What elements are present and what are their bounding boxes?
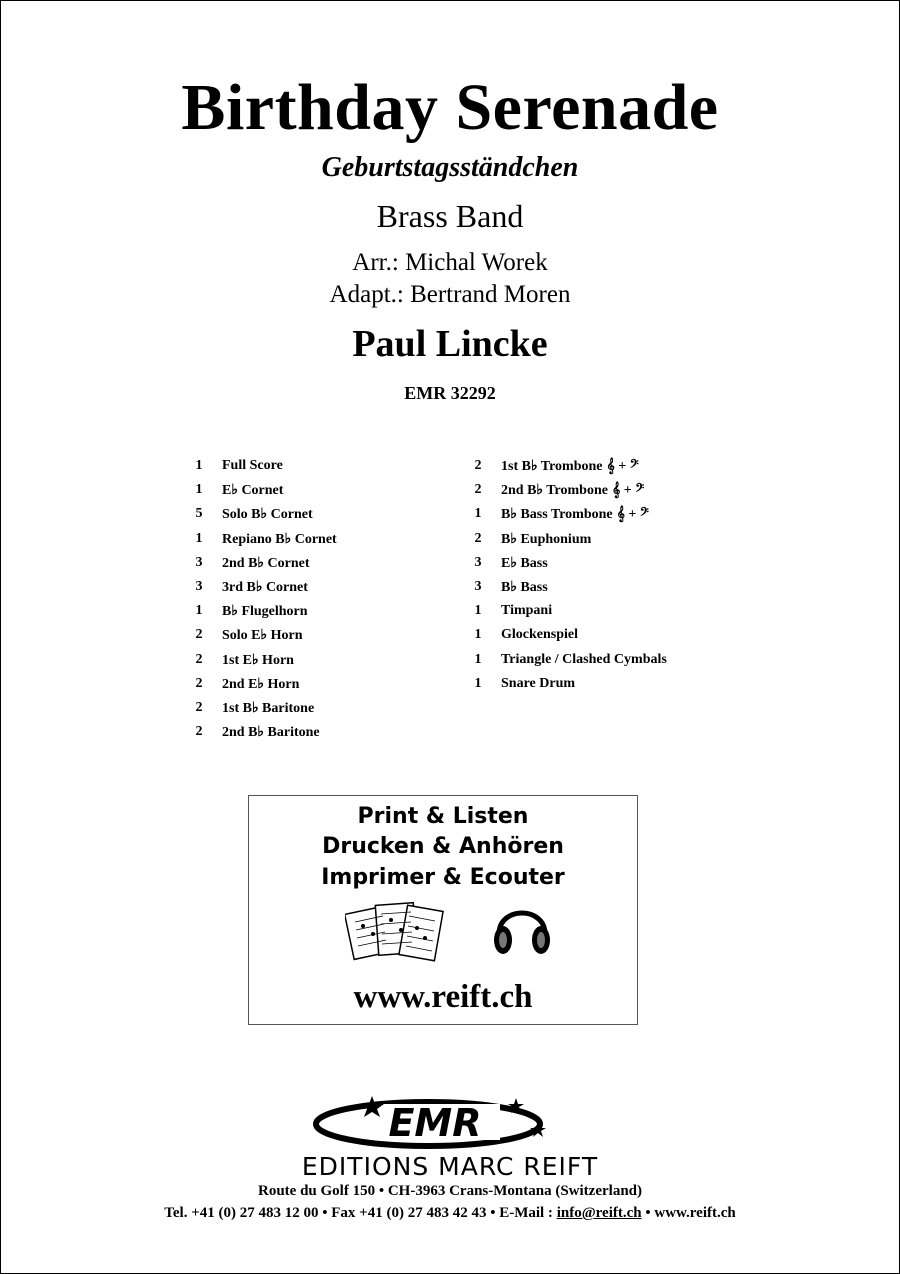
contact-website: • www.reift.ch [641,1205,736,1221]
part-quantity: 2 [195,627,203,643]
part-quantity: 2 [474,482,482,498]
part-name [501,506,649,523]
part-name-text: 3rd B♭ Cornet [222,580,308,595]
part-name-text: 2nd E♭ Horn [222,676,300,692]
part-name-text: 1st B♭ Trombone [501,459,603,474]
promo-line-german: Drucken & Anhören [322,834,564,859]
part-name-text: 2nd B♭ Cornet [222,555,310,571]
part-name-text: B♭ Euphonium [501,531,592,547]
adapter-credit: Adapt.: Bertrand Moren [329,281,571,308]
part-name [501,482,644,499]
part-name-text: Triangle / Clashed Cymbals [501,651,667,667]
part-name [501,652,667,668]
part-name [222,676,299,693]
part-name [501,603,552,619]
part-name [501,458,639,475]
promo-url: www.reift.ch [353,979,533,1015]
piece-subtitle: Geburtstagsständchen [321,152,579,183]
part-quantity: 3 [474,579,482,594]
print-listen-box [248,795,638,1025]
part-name [501,579,548,596]
publisher-name: EDITIONS MARC REIFT [301,1152,599,1181]
headphones-icon [487,894,557,964]
part-name [222,579,308,596]
clef-icon: 𝄞 + 𝄢 [606,459,639,474]
promo-line-english: Print & Listen [357,804,529,829]
publisher-contact [0,1205,900,1222]
contact-phone-fax: Tel. +41 (0) 27 483 12 00 • Fax +41 (0) 27 483 42 43 • E-Mail : [164,1205,557,1221]
part-quantity: 1 [474,675,482,691]
part-quantity: 1 [474,627,482,643]
part-name-text: Solo B♭ Cornet [222,507,313,523]
part-name [222,506,313,523]
part-quantity: 2 [195,675,203,691]
part-name [222,555,310,572]
composer-name: Paul Lincke [352,323,548,365]
part-name [222,652,294,669]
part-quantity: 3 [474,554,482,570]
part-quantity: 2 [195,651,203,667]
part-name [222,603,308,620]
part-name-text: B♭ Flugelhorn [222,604,308,620]
part-name-text: B♭ Bass [501,580,548,595]
part-quantity: 3 [195,554,203,570]
part-quantity: 5 [195,506,203,522]
part-name-text: 2nd B♭ Baritone [222,725,320,741]
part-quantity: 2 [474,530,482,546]
part-quantity: 2 [195,724,203,740]
publisher-address: Route du Golf 150 • CH-3963 Crans-Montana (Switzerland) [258,1183,642,1199]
part-name-text: Snare Drum [501,675,576,691]
clef-icon: 𝄞 + 𝄢 [616,507,649,523]
emr-logo [310,1092,560,1152]
ensemble-label: Brass Band [376,198,524,234]
part-name [501,627,578,643]
part-name-text: 1st B♭ Baritone [222,701,315,716]
sheet-music-icon [345,896,445,966]
part-name [501,555,548,572]
part-quantity: 1 [474,506,482,522]
part-quantity: 1 [474,651,482,667]
part-name-text: Glockenspiel [501,627,579,643]
part-name-text: B♭ Bass Trombone [501,507,613,523]
part-quantity: 1 [195,458,203,473]
piece-title: Birthday Serenade [181,71,719,144]
email-link[interactable]: info@reift.ch [556,1205,642,1221]
part-name [501,531,591,548]
part-name-text: Full Score [222,458,283,473]
catalog-number: EMR 32292 [404,383,496,403]
part-quantity: 1 [195,482,203,498]
part-quantity: 1 [474,603,482,619]
part-name [222,724,320,741]
part-name [222,531,337,548]
part-quantity: 1 [195,603,203,619]
part-name-text: E♭ Cornet [222,483,284,499]
part-name [222,627,303,644]
part-name [222,482,283,499]
part-name-text: Solo E♭ Horn [222,628,303,644]
part-name [501,676,575,692]
promo-line-french: Imprimer & Ecouter [321,865,565,890]
part-quantity: 2 [195,700,203,715]
arranger-credit: Arr.: Michal Worek [352,249,548,276]
part-name-text: Timpani [501,603,553,619]
part-name-text: 1st E♭ Horn [222,652,294,668]
part-quantity: 2 [474,458,482,473]
part-quantity: 3 [195,579,203,594]
part-name [222,458,283,474]
part-quantity: 1 [195,530,203,546]
part-name [222,700,314,717]
clef-icon: 𝄞 + 𝄢 [611,483,645,499]
part-name-text: Repiano B♭ Cornet [222,531,337,547]
part-name-text: E♭ Bass [501,555,548,571]
svg-text:EMR: EMR [388,1101,482,1145]
part-name-text: 2nd B♭ Trombone [501,483,608,499]
